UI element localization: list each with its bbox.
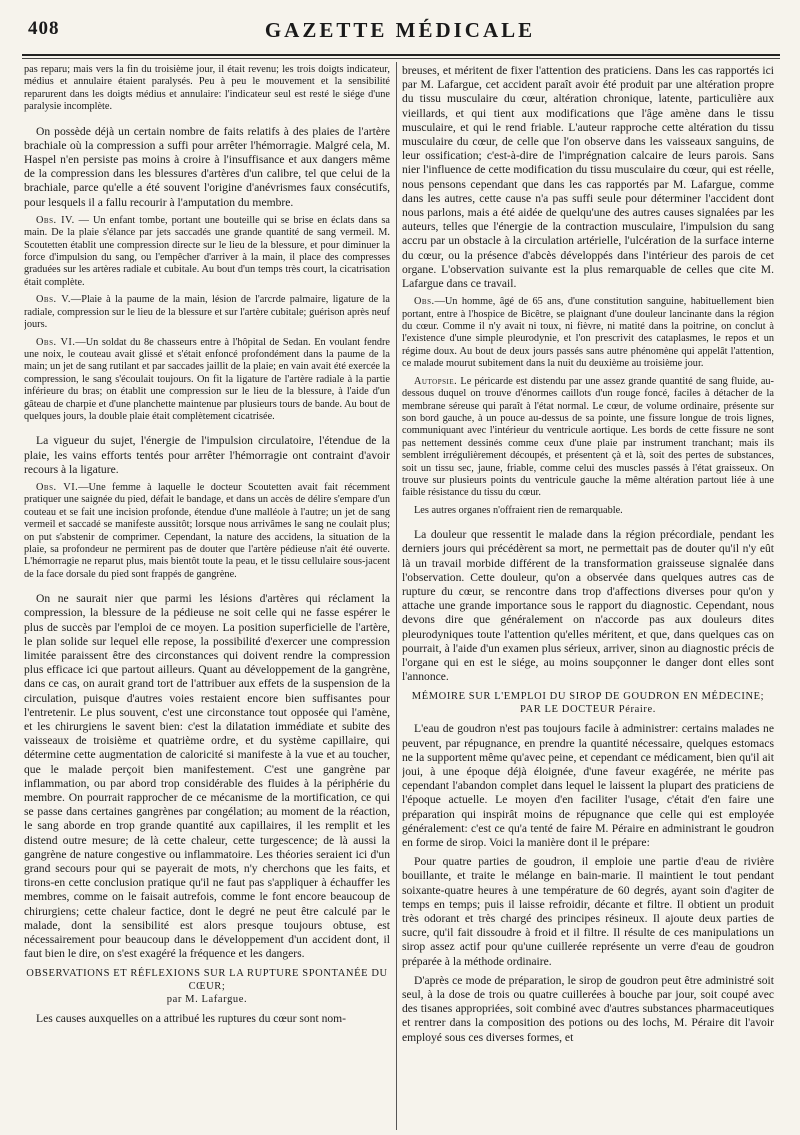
observation-label: Obs. V. [36, 294, 71, 306]
paragraph: Les causes auxquelles on a attribué les ruptures du cœur sont nom- [36, 1012, 347, 1026]
observation-text: — Un enfant tombe, portant une bouteille qui se brise en éclats dans sa main. De la plaie s'élance par jets saccadés une grande quantité de sang vermeil. M. Scoutetten établit une compression directe sur le lieu de la blessure, et pour diminuer la force d'impulsion du sang, ou l'empêcher d'arriver à la main, il place des compresses graduées sur les artères radiale et cubitale. Au bout d'un temps très court, la cicatrisation était complète. [24, 214, 390, 288]
left-column [24, 64, 390, 1130]
article-author: par M. Lafargue. [166, 994, 248, 1006]
header-rule-thin [22, 58, 780, 59]
autopsy-text: Le péricarde est distendu par une assez grande quantité de sang fluide, au-dessous duquel on trouve d'énormes caillots d'un rouge foncé, faciles à détacher de la membrane séreuse qui paraît à l'état normal. Le cœur, de volume ordinaire, présente sur son bord gauche, à un pouce au-dessus de sa pointe, une fissure longue de trois lignes, communiquant avec l'intérieur du ventricule aortique. Les bords de cette fissure ne sont pas nettement dessinés comme ceux d'une plaie par instrument tranchant; mais ils semblent irrégulièrement découpés, et présentent çà et là, soit des pertes de substances, soit un tissu sec, jaune, friable, comme celui des muscles passés à l'état graisseux. On trouve sur plusieurs points du ventricule gauche la même altération partout liée à une faible résistance du tissu du cœur. [402, 375, 774, 499]
article-heading [402, 690, 774, 716]
paragraph: D'après ce mode de préparation, le sirop de goudron peut être administré soit seul, à la dose de trois ou quatre cuillerées à bouche par jour, soit coupé avec des tisanes appropriées, soit combiné avec d'autres substances pharmaceutiques et rentrer dans la composition des potions ou des lochs, M. Péraire dit l'avoir employé sous ces diverses formes, et [402, 973, 774, 1044]
page-number: 408 [28, 18, 60, 39]
column-divider [396, 62, 397, 1130]
paragraph: breuses, et méritent de fixer l'attention des praticiens. Dans les cas rapportés ici par M. Lafargue, cet accident paraît avoir été produit par une altération propre du tissu musculaire du cœur, altération chronique, latente, particulière aux vieillards, et qui tient aux modifications que l'âge amène dans le tissu musculaire, et qui le rend friable. L'auteur rapproche cette altération du tissu musculaire du cœur, de celle que l'on observe dans les vaisseaux sanguins, de leur ossification; c'est-à-dire de l'imprégnation calcaire de leurs parois. Sans nier l'influence de cette modification du tissu musculaire du cœur, qui est réelle, nous pensons cependant que dans les cas rapportés par M. Lafargue, comme dans les autres, cette cause n'a pas suffi seule pour déterminer l'accident dont nous parlons, mais a été aidée de quelqu'une des autres causes signalées par les auteurs, telles que l'énergie de la contraction musculaire, l'impulsion du sang accru par un obstacle à la circulation artérielle, l'ulcération de la surface interne du cœur, ou la présence d'abcès développés dans l'intérieur des parois de cet organe. L'observation suivante est la plus remarquable de celles que cite M. Lafargue dans ce travail. [402, 64, 774, 291]
observation-text: —Un soldat du 8e chasseurs entre à l'hôpital de Sedan. En voulant fendre une noix, le couteau avait glissé et s'était enfoncé profondément dans la paume de la main; un jet de sang rutilant et par saccades jaillit de la plaie; en vain avait été exercée la compression, le sang s'écoulait toujours. On fit la ligature de l'artère radiale à la partie inférieure du bras; on établit une compression sur le lieu de la blessure, à l'aide d'un gâteau de charpie et d'une planchette maintenue par plusieurs tours de bande. Au bout de quelques jours, la double plaie était complètement cicatrisée. [24, 336, 390, 422]
observation-text: —Un homme, âgé de 65 ans, d'une constitution sanguine, habituellement bien portant, entre à l'hospice de Bicêtre, se plaignant d'une douleur lancinante dans la région du cœur. Comme il n'y avait ni toux, ni fièvre, ni matité dans la poitrine, on conclut à l'existence d'une simple pleurodynie, et l'on prescrivit des cataplasmes, le repos et un régime doux. Au bout de deux jours passés sans autre phénomène qui appelât l'attention, ce malade mourut subitement dans la nuit du deuxième au troisième jour. [402, 296, 774, 370]
article-title: OBSERVATIONS ET RÉFLEXIONS SUR LA RUPTURE SPONTANÉE DU CŒUR; [26, 968, 388, 993]
observation [24, 294, 390, 331]
observation-label: Obs. [414, 296, 435, 308]
observation [24, 215, 390, 289]
observation-label: Obs. VI. [36, 481, 79, 493]
paragraph: La douleur que ressentit le malade dans la région précordiale, pendant les derniers jours qui précédèrent sa mort, ne permettait pas de douter qu'il n'y eût là un travail morbide différent de la transformation graisseuse signalée dans l'observation. Cette douleur, qu'on a observée dans quelques autres cas de rupture du cœur, se rencontre dans trop d'affections diverses pour qu'on y attache une grande importance sous le rapport du diagnostic. Cependant, nous devons dire que généralement on n'accorde pas aux douleurs dites pleurodyniques toute l'attention qu'elles méritent, et que, dans quelques cas on pourrait, à l'aide d'un examen plus sérieux, arriver, sinon au diagnostic précis de l'organe qui en est le siége, au moins soupçonner le danger dont elles sont l'annonce. [402, 528, 774, 684]
paragraph: Pour quatre parties de goudron, il emploie une partie d'eau de rivière bouillante, et traite le mélange en bain-marie. Il maintient le tout pendant soixante-quatre heures à une température de 60 degrés, ayant soin d'agiter de temps en temps; puis il laisse refroidir, décante et filtre. Il obtient un produit très odorant et très chargé des principes résineux. Il ajoute deux parties de sucre, qu'il fait dissoudre à froid et il filtre. Il résulte de ces manipulations un sirop assez actif pour qu'une cuillerée représente un verre d'eau de goudron préparée à la méthode ordinaire. [402, 855, 774, 968]
observation-label: Obs. VI. [36, 336, 76, 348]
observation-text: —Plaie à la paume de la main, lésion de l'arcrde palmaire, ligature de la radiale, compression sur le lieu de la blessure et sur l'artère cubitale; guérison après neuf jours. [24, 294, 390, 331]
article-title: MÉMOIRE SUR L'EMPLOI DU SIROP DE GOUDRON EN MÉDECINE; PAR LE DOCTEUR [411, 691, 765, 716]
paragraph: L'eau de goudron n'est pas toujours facile à administrer: certains malades ne peuvent, par répugnance, en prendre la quantité nécessaire, quelques estomacs ne la supportent même qu'avec peine, et cependant ce médicament, bien qu'il ait joui, à une époque déjà éloignée, d'une faveur exagérée, ne mérite pas cependant l'abandon complet dans lequel le laissent la plupart des praticiens de l'époque actuelle. Le moyen d'en faciliter l'usage, c'était d'en faire une préparation qui inspirât moins de répugnance que celle qui est employée généralement: c'est ce qu'a tenté de faire M. Péraire en administrant le goudron en forme de sirop. Voici la manière dont il le prépare: [402, 722, 774, 850]
paragraph: On possède déjà un certain nombre de faits relatifs à des plaies de l'artère brachiale où la compression a suffi pour arrêter l'hémorragie. Malgré cela, M. Haspel n'en persiste pas moins à croire à l'insuffisance et aux dangers même de la compression dans les blessures d'artères d'un calibre, tel que celui de la brachiale, parce qu'elle a été souvent l'origine d'anévrismes faux consécutifs, pour lesquels il a fallu recourir à l'amputation du membre. [24, 124, 390, 209]
page-header [20, 18, 780, 52]
paragraph: La vigueur du sujet, l'énergie de l'impulsion circulatoire, l'étendue de la plaie, les vains efforts tentés pour arrêter l'hémorragie ont contraint d'avoir recours à la ligature. [24, 434, 390, 476]
observation [402, 296, 774, 370]
article-heading [24, 967, 390, 1006]
observation [24, 482, 390, 581]
observation-label: Obs. IV. [36, 214, 75, 226]
observation [24, 337, 390, 424]
autopsy [402, 376, 774, 500]
right-column [402, 64, 774, 1130]
paragraph: Les autres organes n'offraient rien de remarquable. [414, 504, 623, 516]
autopsy-label: Autopsie. [414, 375, 458, 387]
paragraph: pas reparu; mais vers la fin du troisième jour, il était revenu; les trois doigts indicateur, médius et annulaire étaient paralysés. Peu à peu le mouvement et la sensibilité reparurent dans les doigts médius et annulaire: l'indicateur seul est resté le siége d'une paralysie incomplète. [24, 64, 390, 113]
paragraph: On ne saurait nier que parmi les lésions d'artères qui réclament la compression, la blessure de la pédieuse ne soit celle qui ne fasse espérer le plus de succès par l'emploi de ce moyen. La position superficielle de l'artère, le plan solide sur lequel elle repose, la possibilité d'exercer une compression limitée paraissent être des circonstances qui doivent rendre la compression plus efficace ici que partout ailleurs. Quant au développement de la gangrène, dans ce cas, on aurait grand tort de l'attribuer aux effets de la suspension de la circulation, puisque d'autres voies restaient encore bien suffisantes pour l'entretenir. Le plus souvent, c'est une circonstance tout opposée qui l'amène, et les chirurgiens le savent bien: c'est la dilatation immédiate et subite des vaisseaux de troisième et quatrième ordre, et du système capillaire, qui détermine cette augmentation de caloricité si manifeste à la vue et au toucher, que le malade perçoit bien manifestement. C'est une gangrène par inflammation, ou par abord trop considérable des fluides à la périphérie du membre. On pourrait rapprocher de ce mécanisme de la mortification, ce qui se passe dans certaines gangrènes par congélation; au moment de la réaction, le sang aborde en trop grande quantité aux capillaires, il les remplit et les distend outre mesure; de là cette chaleur, cette turgescence; de là aussi la gangrène de nature congestive ou inflammatoire. Les théories seraient ici d'un grand secours pour qui se payerait de mots, n'y cherchons que les faits, et tirons-en cette conclusion pratique qu'il ne faut pas s'appliquer à échauffer les membres, comme on le faisait autrefois, comme le font encore beaucoup de chirurgiens; cette chaleur factice, dont le degré ne peut être calculé par le malade, dont la sensibilité est alors presque toujours obtuse, est nécessairement pour beaucoup dans le développement d'un accident dont, il faut bien le dire, on s'est exagéré la fréquence et les dangers. [24, 592, 390, 961]
article-author: Péraire. [618, 704, 656, 716]
header-rule [22, 54, 780, 56]
observation-text: —Une femme à laquelle le docteur Scoutetten avait fait récemment pratiquer une saignée du pied, défait le bandage, et dans un accès de délire s'empare d'un couteau et se fait une incision profonde, étendue d'une malléole à l'autre; un jet de sang vermeil et saccadé se manifeste aussitôt; lorsque nous arrivâmes le sang ne coulait plus; on put s'abstenir de comprimer. Cependant, la nature des accidens, la situation de la plaie, sa profondeur ne permirent pas de douter que l'artère pédieuse n'ait été ouverte. L'hémorragie ne reparut plus, mais bientôt toute la peau, et le tissu cellulaire sous-jacent de la face dorsale du pied sont frappés de gangrène. [24, 481, 390, 580]
journal-title: GAZETTE MÉDICALE [264, 18, 536, 42]
